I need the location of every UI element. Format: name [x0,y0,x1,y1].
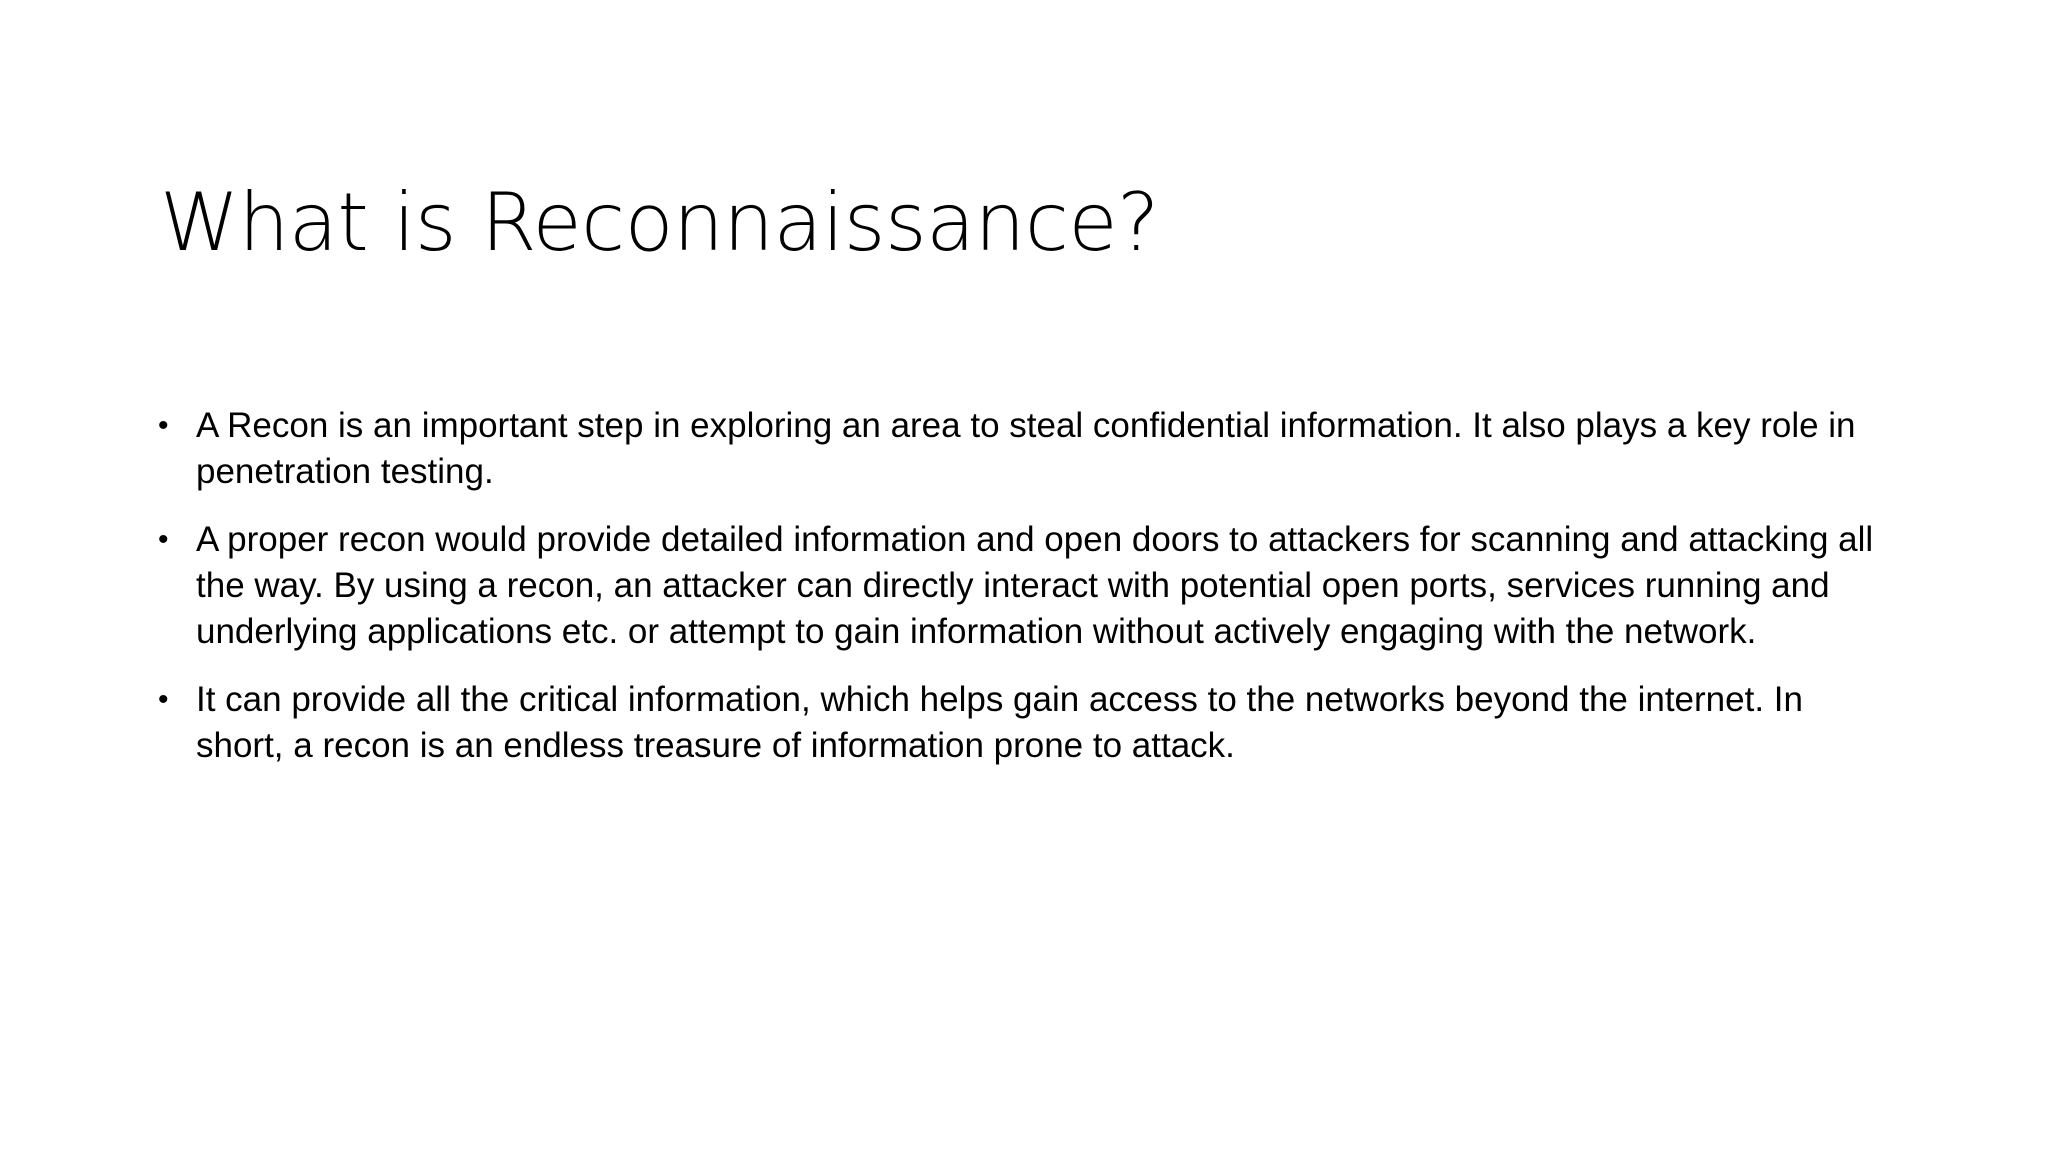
bullet-list [158,403,1898,791]
bullet-icon: • [158,409,169,442]
bullet-text: It can provide all the critical information, which helps gain access to the networks beyond the internet. In short, a recon is an endless treasure of information prone to attack. [196,680,1803,765]
bullet-text: A proper recon would provide detailed information and open doors to attackers for scanning and attacking all the way. By using a recon, an attacker can directly interact with potential open ports, services running and underlying applications etc. or attempt to gain information without actively engaging with the network. [196,520,1874,651]
bullet-icon: • [158,523,169,556]
bullet-icon: • [158,683,169,716]
bullet-item [158,403,1898,495]
bullet-item [158,677,1898,769]
slide-title: What is Reconnaissance? [160,176,1160,269]
bullet-text: A Recon is an important step in exploring an area to steal confidential information. It also plays a key role in penetration testing. [196,406,1856,491]
bullet-item [158,517,1898,655]
